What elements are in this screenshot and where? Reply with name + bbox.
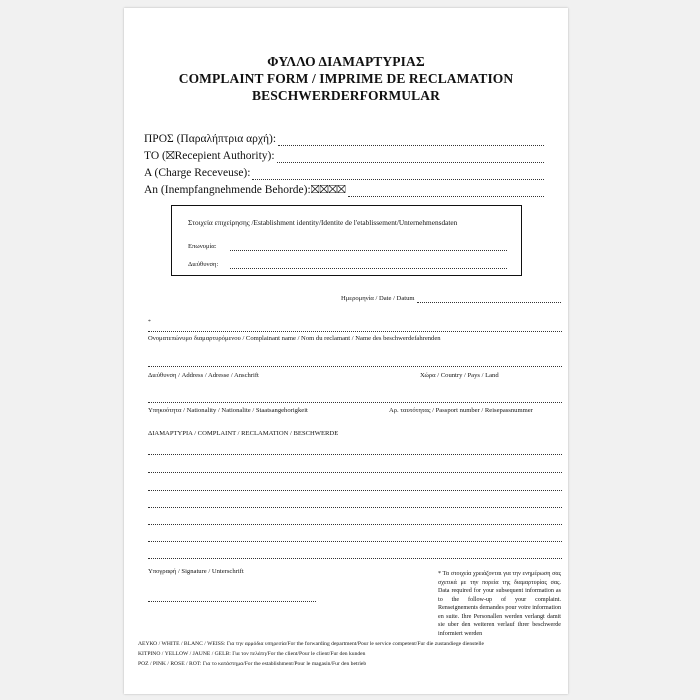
recipient-field-3[interactable]	[252, 179, 544, 180]
recipient-label-greek: ΠΡΟΣ (Παραλήπτρια αρχή):	[144, 133, 277, 145]
establishment-box	[171, 205, 522, 276]
complainant-name-field[interactable]	[148, 331, 562, 332]
establishment-name-label: Επωνυμία:	[188, 243, 217, 250]
complaint-heading: ΔΙΑΜΑΡΤΥΡΙΑ / COMPLAINT / RECLAMATION / BESCHWERDE	[148, 430, 339, 437]
recipient-label-german: An (Inempfangnehmende Behorde):⛝⛝⛝⛝	[144, 184, 346, 196]
complainant-name-label: Ονοματεπώνυμο διαμαρτυρόμενου / Complainant name / Nom du reclamant / Name des beschwerdefahrenden	[148, 335, 441, 342]
recipient-field-4[interactable]	[348, 196, 544, 197]
complaint-line-7[interactable]	[148, 558, 562, 559]
date-field[interactable]	[417, 302, 561, 303]
complainant-nationality-field[interactable]	[148, 402, 562, 403]
recipient-label-english: TO (⛝Recepient Authority):	[144, 150, 275, 162]
signature-label: Υπογραφή / Signature / Unterschrift	[148, 568, 244, 575]
establishment-address-label: Διεύθυνση:	[188, 261, 219, 268]
complaint-line-6[interactable]	[148, 541, 562, 542]
complaint-line-1[interactable]	[148, 454, 562, 455]
complainant-nationality-label: Υπηκοότητα / Nationality / Nationalite / Staatsangehorigkeit	[148, 407, 308, 414]
establishment-name-field[interactable]	[230, 250, 507, 251]
complaint-line-3[interactable]	[148, 490, 562, 491]
recipient-field-2[interactable]	[277, 162, 544, 163]
complaint-line-2[interactable]	[148, 472, 562, 473]
form-title-greek: ΦΥΛΛΟ ΔΙΑΜΑΡΤΥΡΙΑΣ	[267, 54, 425, 69]
copy-pink-label: ΡΟΖ / PINK / ROSE / ROT: Για το κατάστημα/For the establishment/Pour le magasin/Fur den betrieb	[138, 661, 367, 667]
complaint-line-5[interactable]	[148, 524, 562, 525]
signature-field[interactable]	[148, 601, 316, 602]
footnote-data-notice: * Τα στοιχεία χρειάζονται για την ενημέρωση σας σχετικά με την πορεία της διαμαρτυρίας σας. Data required for your subsequent information as to the follow-up of your complaint. Renseignements demandes pour votre information en suite. Ihre Personallen werden verlangt damit sie uber den weiteren verlauf ihrer beschwerde informiert werden	[438, 571, 561, 637]
complaint-line-4[interactable]	[148, 507, 562, 508]
complainant-passport-label: Αρ. ταυτότητας / Passport number / Reisepassnummer	[389, 407, 533, 414]
date-label: Ημερομηνία / Date / Datum	[341, 295, 415, 302]
establishment-heading: Στοιχεία επιχείρησης /Establishment identity/Identite de l'etablissement/Unternehmensdaten	[188, 218, 458, 227]
form-title-main: COMPLAINT FORM / IMPRIME DE RECLAMATION	[178, 71, 514, 86]
copy-yellow-label: ΚΙΤΡΙΝΟ / YELLOW / JAUNE / GELB: Για τον πελάτη/For the client/Pour le client/Fur den kunden	[138, 651, 366, 657]
establishment-address-field[interactable]	[230, 268, 507, 269]
required-asterisk: *	[148, 319, 151, 325]
recipient-label-french: A (Charge Receveuse):	[144, 167, 251, 179]
copy-white-label: ΛΕΥΚΟ / WHITE / BLANC / WEISS: Για την αρμόδια υπηρεσία/For the forwarding department/Pour le service competent/Fur die zustandiege dienstelle	[138, 641, 484, 647]
form-title-german: BESCHWERDERFORMULAR	[252, 88, 440, 103]
complaint-form-sheet	[124, 8, 568, 694]
complainant-country-label: Χώρα / Country / Pays / Land	[420, 372, 499, 379]
complainant-address-field[interactable]	[148, 366, 562, 367]
complainant-address-label: Διεύθυνση / Address / Adresse / Anschrift	[148, 372, 259, 379]
recipient-field-1[interactable]	[278, 145, 544, 146]
